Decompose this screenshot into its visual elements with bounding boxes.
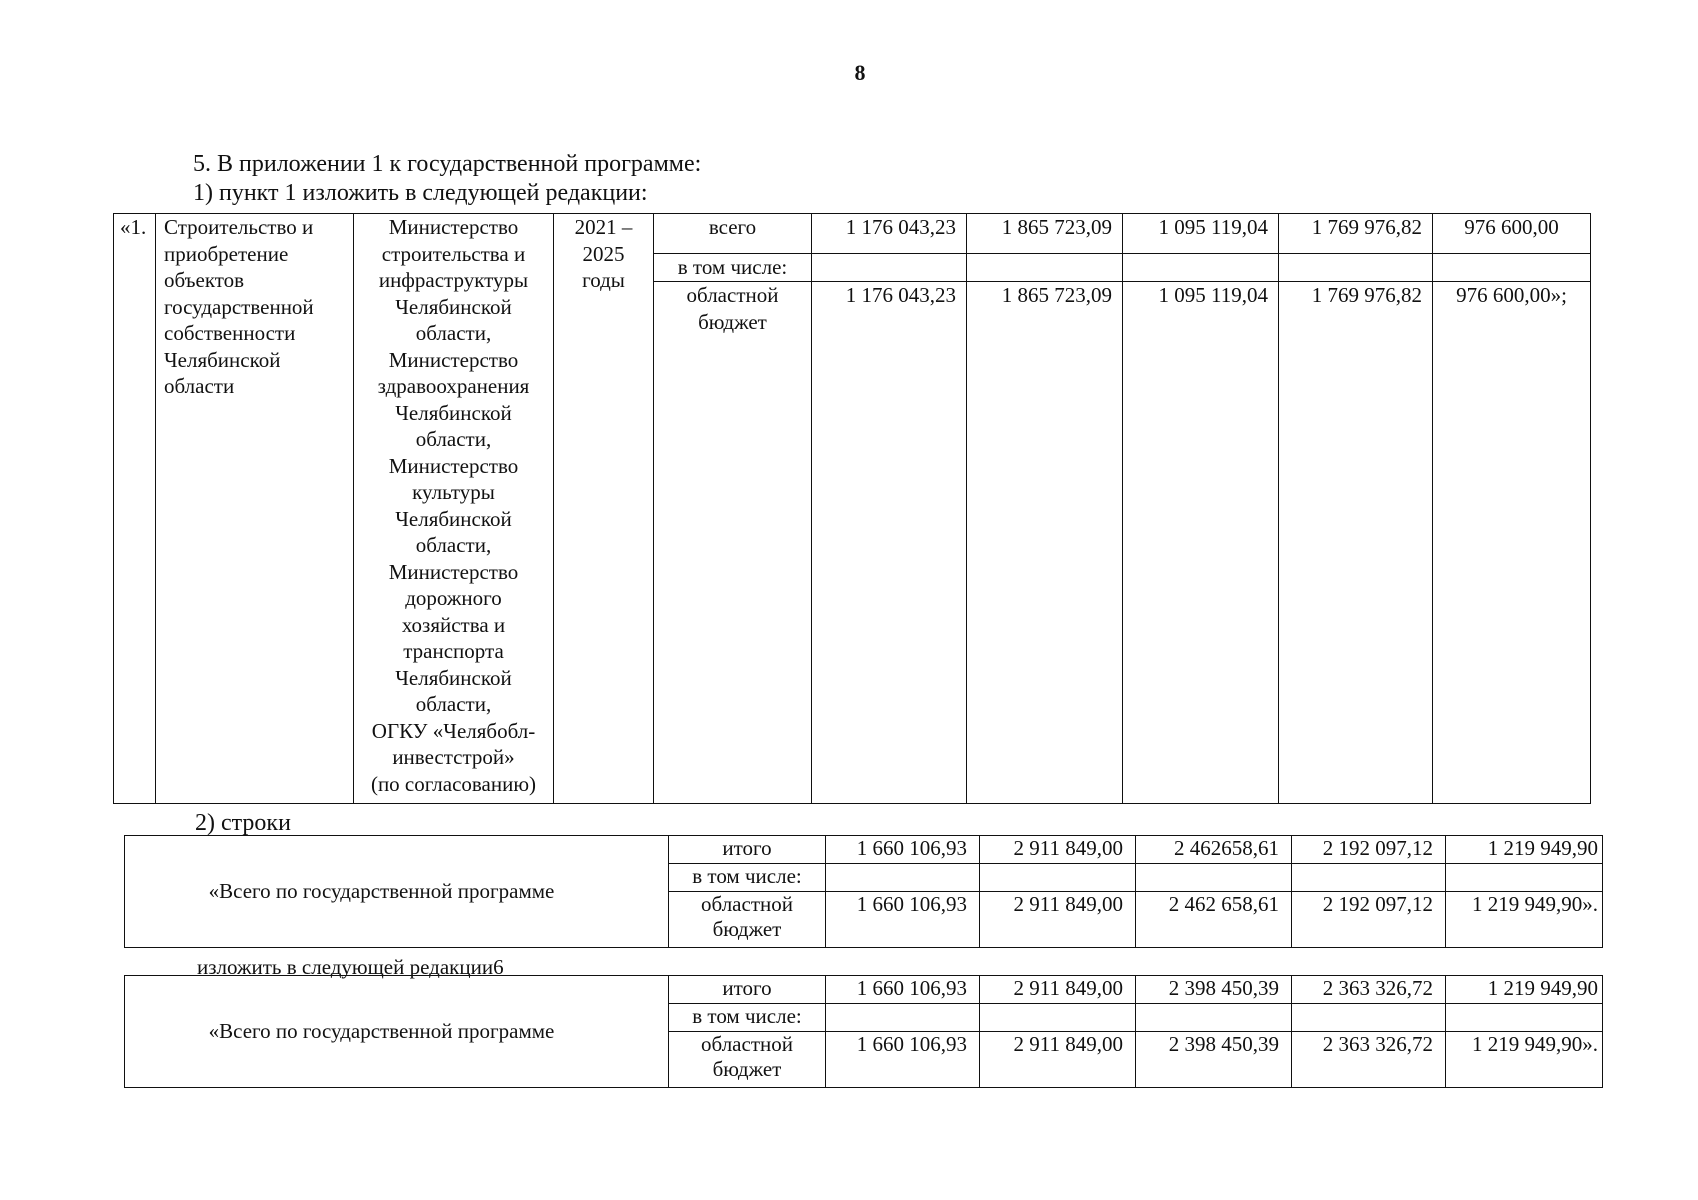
amount-cell: 1 769 976,82 (1279, 282, 1433, 804)
row-kind: в том числе: (669, 1004, 826, 1032)
item-period: 2021 – 2025 годы (554, 214, 654, 804)
row-kind: всего (654, 214, 812, 254)
item-name: Строительство и приобретение объектов государственной собственности Челябинской области (156, 214, 354, 804)
amount-cell (1136, 1004, 1292, 1032)
amount-cell: 2 398 450,39 (1136, 1032, 1292, 1088)
amount-cell (812, 254, 967, 282)
program-total-label: «Всего по государственной программе (125, 976, 669, 1088)
amount-cell: 2 911 849,00 (980, 1032, 1136, 1088)
amount-cell: 976 600,00»; (1433, 282, 1591, 804)
amount-cell: 1 769 976,82 (1279, 214, 1433, 254)
amount-cell (980, 864, 1136, 892)
amount-cell: 2 911 849,00 (980, 976, 1136, 1004)
amount-cell (980, 1004, 1136, 1032)
amount-cell: 2 363 326,72 (1292, 1032, 1446, 1088)
old-totals-table (124, 835, 1603, 948)
amount-cell: 1 176 043,23 (812, 282, 967, 804)
amount-cell: 1 176 043,23 (812, 214, 967, 254)
amount-cell (967, 254, 1123, 282)
amount-cell: 1 660 106,93 (826, 1032, 980, 1088)
row-kind: итого (669, 976, 826, 1004)
amount-cell: 2 192 097,12 (1292, 892, 1446, 948)
amount-cell: 1 660 106,93 (826, 976, 980, 1004)
item-number: «1. (114, 214, 156, 804)
amount-cell: 2 398 450,39 (1136, 976, 1292, 1004)
row-kind: итого (669, 836, 826, 864)
amount-cell (1136, 864, 1292, 892)
amount-cell: 2 462658,61 (1136, 836, 1292, 864)
amount-cell: 1 219 949,90 (1446, 976, 1603, 1004)
amount-cell (1292, 1004, 1446, 1032)
amount-cell: 1 865 723,09 (967, 214, 1123, 254)
amount-cell (1279, 254, 1433, 282)
page-number: 8 (854, 60, 866, 85)
amount-cell: 1 219 949,90». (1446, 1032, 1603, 1088)
program-total-label: «Всего по государственной программе (125, 836, 669, 948)
row-kind: областной бюджет (654, 282, 812, 804)
section-heading: 5. В приложении 1 к государственной программе: (193, 151, 702, 177)
amount-cell: 2 192 097,12 (1292, 836, 1446, 864)
amount-cell: 1 095 119,04 (1123, 282, 1279, 804)
row-kind: областной бюджет (669, 892, 826, 948)
amount-cell: 1 095 119,04 (1123, 214, 1279, 254)
amount-cell: 2 911 849,00 (980, 892, 1136, 948)
item-executor: Министерство строительства и инфраструктуры Челябинской области, Министерство здравоохранения Челябинской области, Министерство культуры Челябинской области, Министерство дорожного хозяйства и транспорта Челябинской области, ОГКУ «Челябобл- инвестстрой» (по согласованию) (354, 214, 554, 804)
rows-label: 2) строки (195, 810, 291, 836)
amount-cell (1292, 864, 1446, 892)
amount-cell: 1 660 106,93 (826, 836, 980, 864)
amount-cell: 2 911 849,00 (980, 836, 1136, 864)
replace-label: изложить в следующей редакции6 (197, 955, 504, 979)
subsection-heading: 1) пункт 1 изложить в следующей редакции: (193, 180, 648, 206)
amount-cell: 1 865 723,09 (967, 282, 1123, 804)
item-table (113, 213, 1591, 804)
amount-cell (1446, 864, 1603, 892)
amount-cell: 2 363 326,72 (1292, 976, 1446, 1004)
row-kind: в том числе: (669, 864, 826, 892)
amount-cell: 2 462 658,61 (1136, 892, 1292, 948)
amount-cell: 1 660 106,93 (826, 892, 980, 948)
amount-cell: 1 219 949,90». (1446, 892, 1603, 948)
row-kind: в том числе: (654, 254, 812, 282)
amount-cell: 1 219 949,90 (1446, 836, 1603, 864)
new-totals-table (124, 975, 1603, 1088)
amount-cell (1123, 254, 1279, 282)
amount-cell (1433, 254, 1591, 282)
amount-cell (826, 1004, 980, 1032)
amount-cell: 976 600,00 (1433, 214, 1591, 254)
amount-cell (826, 864, 980, 892)
amount-cell (1446, 1004, 1603, 1032)
row-kind: областной бюджет (669, 1032, 826, 1088)
